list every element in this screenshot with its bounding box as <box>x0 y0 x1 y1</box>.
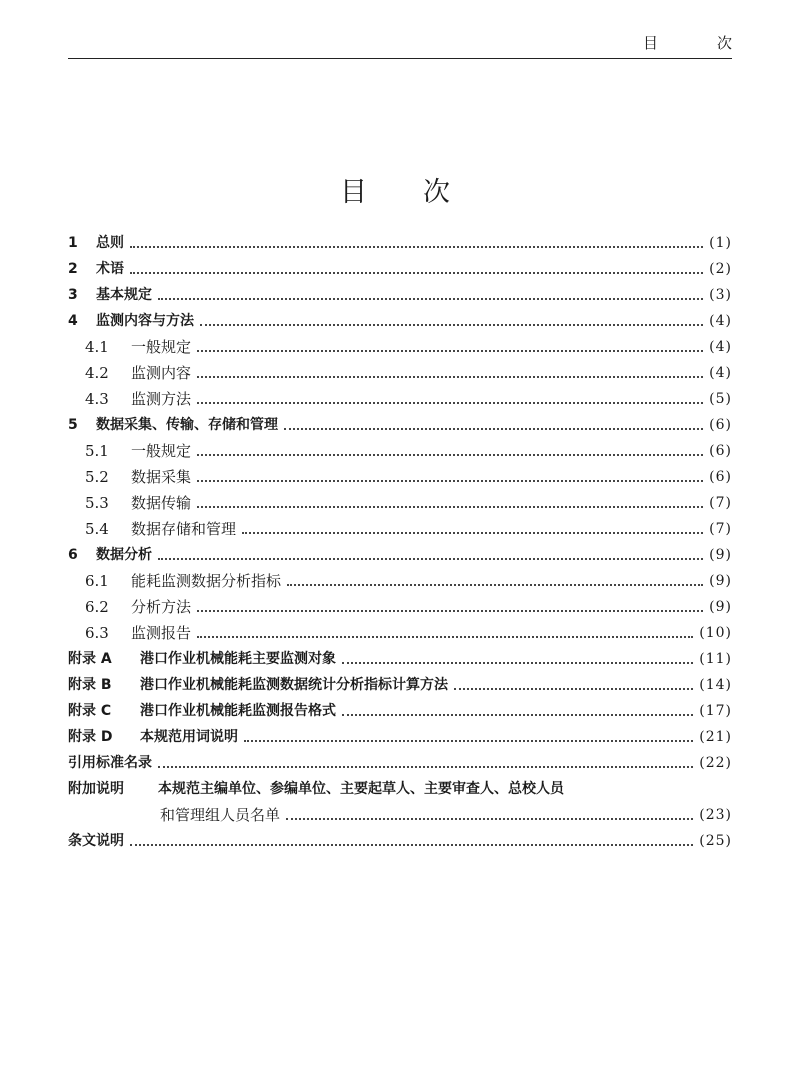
toc-entry-label: 和管理组人员名单 <box>160 806 281 824</box>
toc-entry-number: 2 <box>68 261 78 277</box>
toc-entry-page: (9) <box>709 599 732 615</box>
toc-entry-label: 监测内容 <box>131 364 192 382</box>
toc-entry-number: 4 <box>68 313 78 329</box>
toc-entry-page: (6) <box>709 443 732 459</box>
toc-entry[interactable] <box>68 748 732 774</box>
dot-leader <box>197 349 703 352</box>
toc-entry-page: (2) <box>709 261 732 277</box>
toc-entry[interactable] <box>68 384 732 410</box>
header-title: 目 次 <box>642 34 754 52</box>
toc-entry-label: 一般规定 <box>131 338 192 356</box>
toc-entry-page: (6) <box>709 469 732 485</box>
toc-entry-label: 数据存储和管理 <box>131 520 237 538</box>
dot-leader <box>197 635 693 638</box>
dot-leader <box>200 323 703 326</box>
toc-entry-label: 港口作业机械能耗监测报告格式 <box>140 703 336 719</box>
toc-entry-label: 监测方法 <box>131 390 192 408</box>
toc-entry-label: 能耗监测数据分析指标 <box>131 572 282 590</box>
dot-leader <box>244 739 693 742</box>
toc-entry-page: (4) <box>709 365 732 381</box>
toc-entry-number: 附录 C <box>68 703 112 719</box>
toc-entry-number: 附录 D <box>68 729 113 745</box>
toc-entry[interactable] <box>68 722 732 748</box>
toc-entry-label: 本规范主编单位、参编单位、主要起草人、主要审查人、总校人员 <box>158 781 564 797</box>
dot-leader <box>158 557 703 560</box>
toc-entry[interactable] <box>68 488 732 514</box>
dot-leader <box>342 713 693 716</box>
toc-entry-page: (7) <box>709 495 732 511</box>
toc-entry-page: (22) <box>699 755 732 771</box>
toc-entry-page: (9) <box>709 573 732 589</box>
toc-entry[interactable] <box>68 306 732 332</box>
toc-entry-page: (10) <box>699 625 732 641</box>
toc-entry-page: (25) <box>699 833 732 849</box>
dot-leader <box>197 609 703 612</box>
toc-entry[interactable] <box>68 800 732 826</box>
toc-entry[interactable] <box>68 254 732 280</box>
page-title: 目次 <box>340 177 506 208</box>
toc-entry[interactable] <box>68 358 732 384</box>
toc-entry-number: 4.1 <box>85 338 109 356</box>
dot-leader <box>197 479 703 482</box>
toc-entry[interactable] <box>68 774 732 800</box>
toc-entry[interactable] <box>68 592 732 618</box>
toc-entry-number: 6.3 <box>85 624 109 642</box>
toc-entry[interactable] <box>68 436 732 462</box>
toc-entry[interactable] <box>68 670 732 696</box>
toc-entry-page: (21) <box>699 729 732 745</box>
dot-leader <box>342 661 693 664</box>
toc-entry-number: 5.3 <box>85 494 109 512</box>
toc-entry-label: 港口作业机械能耗监测数据统计分析指标计算方法 <box>140 677 448 693</box>
toc-entry[interactable] <box>68 618 732 644</box>
toc-entry-number: 5 <box>68 417 78 433</box>
toc-entry-number: 5.4 <box>85 520 109 538</box>
toc-entry[interactable] <box>68 696 732 722</box>
dot-leader <box>158 765 693 768</box>
toc-entry[interactable] <box>68 514 732 540</box>
toc-entry-page: (4) <box>709 313 732 329</box>
toc-entry[interactable] <box>68 644 732 670</box>
toc-entry-label: 监测报告 <box>131 624 192 642</box>
toc-entry-page: (23) <box>699 807 732 823</box>
toc-entry-number: 3 <box>68 287 78 303</box>
dot-leader <box>130 843 693 846</box>
toc-entry-number: 附加说明 <box>68 781 124 797</box>
toc-entry-label: 总则 <box>96 235 124 251</box>
toc-entry[interactable] <box>68 332 732 358</box>
toc-entry-label: 术语 <box>96 261 124 277</box>
toc-entry-number: 5.1 <box>85 442 109 460</box>
dot-leader <box>286 817 693 820</box>
toc-entry-label: 条文说明 <box>68 833 124 849</box>
dot-leader <box>454 687 693 690</box>
toc-entry-page: (11) <box>699 651 732 667</box>
toc-entry-label: 数据分析 <box>96 547 152 563</box>
toc-entry[interactable] <box>68 540 732 566</box>
toc-entry-label: 监测内容与方法 <box>96 313 194 329</box>
toc-entry-number: 附录 A <box>68 651 112 667</box>
toc-entry-label: 港口作业机械能耗主要监测对象 <box>140 651 336 667</box>
dot-leader <box>197 453 703 456</box>
toc-entry-number: 4.2 <box>85 364 109 382</box>
toc-entry[interactable] <box>68 280 732 306</box>
toc-entry[interactable] <box>68 566 732 592</box>
toc-entry[interactable] <box>68 462 732 488</box>
toc-entry-label: 引用标准名录 <box>68 755 152 771</box>
toc-entry-page: (7) <box>709 521 732 537</box>
toc-entry-number: 5.2 <box>85 468 109 486</box>
toc-entry-number: 1 <box>68 235 78 251</box>
toc-entry[interactable] <box>68 228 732 254</box>
toc-entry-page: (4) <box>709 339 732 355</box>
dot-leader <box>242 531 703 534</box>
toc-entry-label: 数据传输 <box>131 494 192 512</box>
toc-entry-page: (17) <box>699 703 732 719</box>
toc-entry[interactable] <box>68 826 732 852</box>
dot-leader <box>130 271 703 274</box>
toc-entry-number: 附录 B <box>68 677 112 693</box>
toc-entry-label: 分析方法 <box>131 598 192 616</box>
toc-entry-number: 6.2 <box>85 598 109 616</box>
toc-entry-page: (6) <box>709 417 732 433</box>
toc-entry-label: 基本规定 <box>96 287 152 303</box>
dot-leader <box>197 505 703 508</box>
toc-entry-number: 4.3 <box>85 390 109 408</box>
toc-entry-number: 6.1 <box>85 572 109 590</box>
toc-entry-number: 6 <box>68 547 78 563</box>
toc-entry-page: (1) <box>709 235 732 251</box>
dot-leader <box>130 245 703 248</box>
toc-entry[interactable] <box>68 410 732 436</box>
dot-leader <box>284 427 703 430</box>
toc-entry-label: 数据采集 <box>131 468 192 486</box>
toc-entry-label: 本规范用词说明 <box>140 729 238 745</box>
running-header <box>68 30 754 59</box>
table-of-contents <box>68 228 732 852</box>
toc-entry-page: (3) <box>709 287 732 303</box>
toc-entry-page: (5) <box>709 391 732 407</box>
dot-leader <box>197 375 703 378</box>
toc-entry-label: 一般规定 <box>131 442 192 460</box>
dot-leader <box>287 583 703 586</box>
toc-entry-label: 数据采集、传输、存储和管理 <box>96 417 278 433</box>
toc-entry-page: (9) <box>709 547 732 563</box>
dot-leader <box>197 401 703 404</box>
dot-leader <box>158 297 703 300</box>
toc-entry-page: (14) <box>699 677 732 693</box>
